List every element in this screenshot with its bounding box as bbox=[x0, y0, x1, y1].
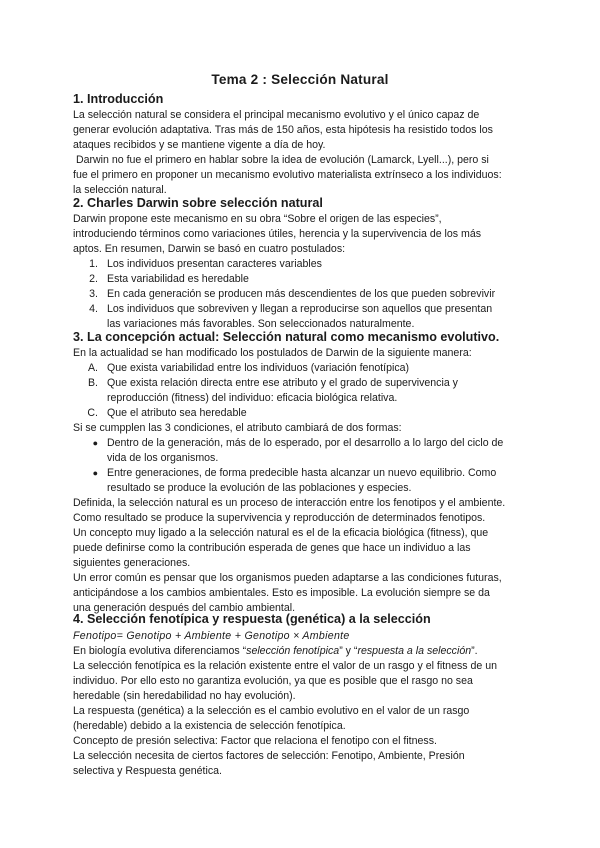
list-item: Que exista variabilidad entre los individuos (variación fenotípica) bbox=[107, 362, 410, 374]
formula-line: Fenotipo= Genotipo + Ambiente + Genotipo × Ambiente bbox=[73, 630, 350, 642]
section-4-heading: 4. Selección fenotípica y respuesta (genética) a la selección bbox=[73, 612, 431, 626]
list-marker: 4. bbox=[89, 303, 98, 315]
paragraph-line: (heredable) debido a la existencia de selección fenotípica. bbox=[73, 720, 346, 732]
bullet-marker: ● bbox=[92, 468, 98, 478]
list-item: Que el atributo sea heredable bbox=[107, 407, 247, 419]
paragraph-line: Un concepto muy ligado a la selección natural es el de la eficacia biológica (fitness), que bbox=[73, 527, 489, 539]
text-run: ”. bbox=[471, 645, 478, 657]
paragraph-line: Darwin propone este mecanismo en su obra “Sobre el origen de las especies”, bbox=[73, 213, 442, 225]
paragraph-line bbox=[73, 644, 478, 659]
paragraph-line: Darwin no fue el primero en hablar sobre la idea de evolución (Lamarck, Lyell...), pero si bbox=[73, 154, 489, 166]
list-marker: B. bbox=[87, 377, 98, 389]
paragraph-line: La selección natural se considera el principal mecanismo evolutivo y el único capaz de bbox=[73, 109, 480, 121]
list-marker: C. bbox=[87, 407, 98, 419]
paragraph-line: aptos. En resumen, Darwin se basó en cuatro postulados: bbox=[73, 243, 346, 255]
bullet-marker: ● bbox=[92, 438, 98, 448]
list-item-continuation: reproducción (fitness) del individuo: eficacia biológica relativa. bbox=[107, 392, 398, 404]
paragraph-line: Concepto de presión selectiva: Factor que relaciona el fenotipo con el fitness. bbox=[73, 735, 437, 747]
list-marker: A. bbox=[87, 362, 98, 374]
list-marker: 2. bbox=[89, 273, 98, 285]
section-1-heading: 1. Introducción bbox=[73, 92, 164, 106]
text-run: ” y “ bbox=[339, 645, 358, 657]
paragraph-line: heredable (sin heredabilidad no hay evolución). bbox=[73, 690, 296, 702]
paragraph-line: introduciendo términos como variaciones útiles, herencia y la supervivencia de los más bbox=[73, 228, 482, 240]
list-item: Los individuos que sobreviven y llegan a reproducirse son aquellos que presentan bbox=[107, 303, 493, 315]
list-item: Esta variabilidad es heredable bbox=[107, 273, 249, 285]
italic-term: selección fenotípica bbox=[246, 645, 340, 657]
document-title: Tema 2 : Selección Natural bbox=[211, 72, 389, 87]
paragraph-line: Definida, la selección natural es un proceso de interacción entre los fenotipos y el ambiente. bbox=[73, 497, 506, 509]
paragraph-line: generar evolución adaptativa. Tras más de 150 años, esta hipótesis ha resistido todos los bbox=[73, 124, 493, 136]
paragraph-line: Un error común es pensar que los organismos pueden adaptarse a las condiciones futuras, bbox=[73, 572, 502, 584]
list-item: Entre generaciones, de forma predecible hasta alcanzar un nuevo equilibrio. Como bbox=[107, 467, 497, 479]
list-item: En cada generación se producen más descendientes de los que pueden sobrevivir bbox=[107, 288, 496, 300]
list-item-continuation: las variaciones más favorables. Son seleccionados naturalmente. bbox=[107, 318, 415, 330]
paragraph-line: individuo. Por ello esto no garantiza evolución, ya que es posible que el rasgo no sea bbox=[73, 675, 473, 687]
paragraph-line: Si se cumpplen las 3 condiciones, el atributo cambiará de dos formas: bbox=[73, 422, 402, 434]
paragraph-line: ataques recibidos y se mantiene vigente a día de hoy. bbox=[73, 139, 326, 151]
paragraph-line: La selección necesita de ciertos factores de selección: Fenotipo, Ambiente, Presión bbox=[73, 750, 465, 762]
paragraph-line: selectiva y Respuesta genética. bbox=[73, 765, 222, 777]
paragraph-line: anticipándose a los cambios ambientales. Esto es imposible. La evolución siempre se da bbox=[73, 587, 490, 599]
list-item: Que exista relación directa entre ese atributo y el grado de supervivencia y bbox=[107, 377, 458, 389]
italic-term: respuesta a la selección bbox=[357, 645, 472, 657]
list-item-continuation: vida de los organismos. bbox=[107, 452, 219, 464]
list-marker: 1. bbox=[89, 258, 98, 270]
list-marker: 3. bbox=[89, 288, 98, 300]
paragraph-line: La selección fenotípica es la relación existente entre el valor de un rasgo y el fitness de un bbox=[73, 660, 498, 672]
list-item: Los individuos presentan caracteres variables bbox=[107, 258, 322, 270]
paragraph-line: La respuesta (genética) a la selección es el cambio evolutivo en el valor de un rasgo bbox=[73, 705, 470, 717]
paragraph-line: En la actualidad se han modificado los postulados de Darwin de la siguiente manera: bbox=[73, 347, 472, 359]
paragraph-line: siguientes generaciones. bbox=[73, 557, 191, 569]
section-2-heading: 2. Charles Darwin sobre selección natural bbox=[73, 196, 323, 210]
list-item: Dentro de la generación, más de lo esperado, por el desarrollo a lo largo del ciclo de bbox=[107, 437, 504, 449]
paragraph-line: una generación después del cambio ambiental. bbox=[73, 602, 296, 614]
paragraph-line: puede definirse como la contribución esperada de genes que hace un individuo a las bbox=[73, 542, 471, 554]
paragraph-line: Como resultado se produce la supervivencia y reproducción de determinados fenotipos. bbox=[73, 512, 486, 524]
paragraph-line: fue el primero en proponer un mecanismo evolutivo materialista extrínseco a los individuos: bbox=[73, 169, 502, 181]
text-run: En biología evolutiva diferenciamos “ bbox=[73, 645, 247, 657]
section-3-heading: 3. La concepción actual: Selección natural como mecanismo evolutivo. bbox=[73, 330, 500, 344]
list-item-continuation: resultado se produce la evolución de las poblaciones y especies. bbox=[107, 482, 412, 494]
paragraph-line: la selección natural. bbox=[73, 184, 167, 196]
